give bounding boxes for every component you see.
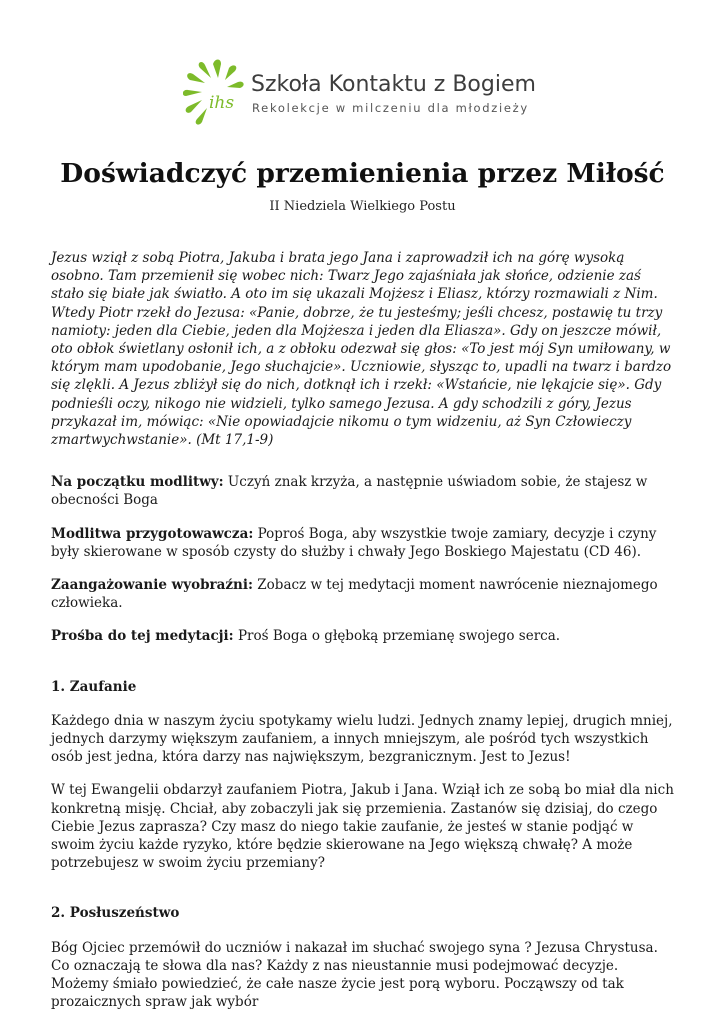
prayer-step-label: Na początku modlitwy: xyxy=(51,474,224,491)
logo-subtitle: Rekolekcje w milczeniu dla młodzieży xyxy=(252,101,529,115)
prayer-step-label: Modlitwa przygotowawcza: xyxy=(51,525,254,542)
page-subtitle: II Niedziela Wielkiego Postu xyxy=(269,199,456,214)
prayer-step-label: Prośba do tej medytacji: xyxy=(51,628,234,645)
section-paragraph: W tej Ewangelii obdarzył zaufaniem Piotra, Jakub i Jana. Wziął ich ze sobą bo miał dla nich konkretną misję. Chciał, aby zobaczyli jak się przemienia. Zastanów się dzisiaj, do czego Ciebie Jezus zaprasza? Czy masz do niego takie zaufanie, że jesteś w stanie podjąć w swoim życiu każde ryzyko, które będzie skierowane na Jego większą chwałę? A może potrzebujesz w swoim życiu przemiany? xyxy=(51,782,674,872)
prayer-step xyxy=(51,473,677,509)
sun-logo-icon xyxy=(183,56,251,128)
section-paragraph: Każdego dnia w naszym życiu spotykamy wielu ludzi. Jednych znamy lepiej, drugich mniej, jednych darzymy większym zaufaniem, a innych mniejszym, ale pośród tych wszystkich osób jest jedna, która darzy nas największym, bezgranicznym. Jest to Jezus! xyxy=(51,712,673,766)
prayer-step xyxy=(51,576,677,612)
document-body xyxy=(51,249,677,1027)
prayer-step-label: Zaangażowanie wyobraźni: xyxy=(51,577,253,594)
prayer-step-text: Proś Boga o głęboką przemianę swojego serca. xyxy=(233,628,561,645)
prayer-step-text: Zobacz w tej medytacji moment nawrócenie nieznajomego człowieka. xyxy=(51,577,658,612)
section-heading: 2. Posłuszeństwo xyxy=(51,905,180,922)
section-paragraph: Bóg Ojciec przemówił do uczniów i nakazał im słuchać swojego syna ? Jezusa Chrystusa. Co oznaczają te słowa dla nas? Każdy z nas nieustannie musi podejmować decyzje. Możemy śmiało powiedzieć, że całe nasze życie jest porą wyboru. Począwszy od tak prozaicznych spraw jak wybór xyxy=(51,939,658,1011)
logo-mark-text: ihs xyxy=(209,93,235,113)
section-heading: 1. Zaufanie xyxy=(51,678,137,695)
logo xyxy=(183,56,563,128)
prayer-step-text: Poproś Boga, aby wszystkie twoje zamiary, decyzje i czyny były skierowane w sposób czysty do służby i chwały Jego Boskiego Majestatu (CD 46). xyxy=(51,525,657,560)
prayer-step xyxy=(51,627,677,645)
gospel-quote: Jezus wziął z sobą Piotra, Jakuba i brata jego Jana i zaprowadził ich na górę wysoką osobno. Tam przemienił się wobec nich: Twarz Jego zajaśniała jak słońce, odzienie zaś stało się białe jak światło. A oto im się ukazali Mojżesz i Eliasz, którzy rozmawiali z Nim. Wtedy Piotr rzekł do Jezusa: «Panie, dobrze, że tu jesteśmy; jeśli chcesz, postawię tu trzy namioty: jeden dla Ciebie, jeden dla Mojżesza i jeden dla Eliasza». Gdy on jeszcze mówił, oto obłok świetlany osłonił ich, a z obłoku odezwał się głos: «To jest mój Syn umiłowany, w którym mam upodobanie, Jego słuchajcie». Uczniowie, słysząc to, upadli na twarz i bardzo się zlękli. A Jezus zbliżył się do nich, dotknął ich i rzekł: «Wstańcie, nie lękajcie się». Gdy podnieśli oczy, nikogo nie widzieli, tylko samego Jezusa. A gdy schodzili z góry, Jezus przykazał im, mówiąc: «Nie opowiadajcie nikomu o tym widzeniu, aż Syn Człowieczy zmartwychwstanie». (Mt 17,1-9) xyxy=(51,250,672,449)
prayer-step-text: Uczyń znak krzyża, a następnie uświadom sobie, że stajesz w obecności Boga xyxy=(51,474,648,509)
page-title: Doświadczyć przemienienia przez Miłość xyxy=(60,158,665,189)
logo-name: Szkoła Kontaktu z Bogiem xyxy=(251,72,536,97)
prayer-step xyxy=(51,525,677,561)
